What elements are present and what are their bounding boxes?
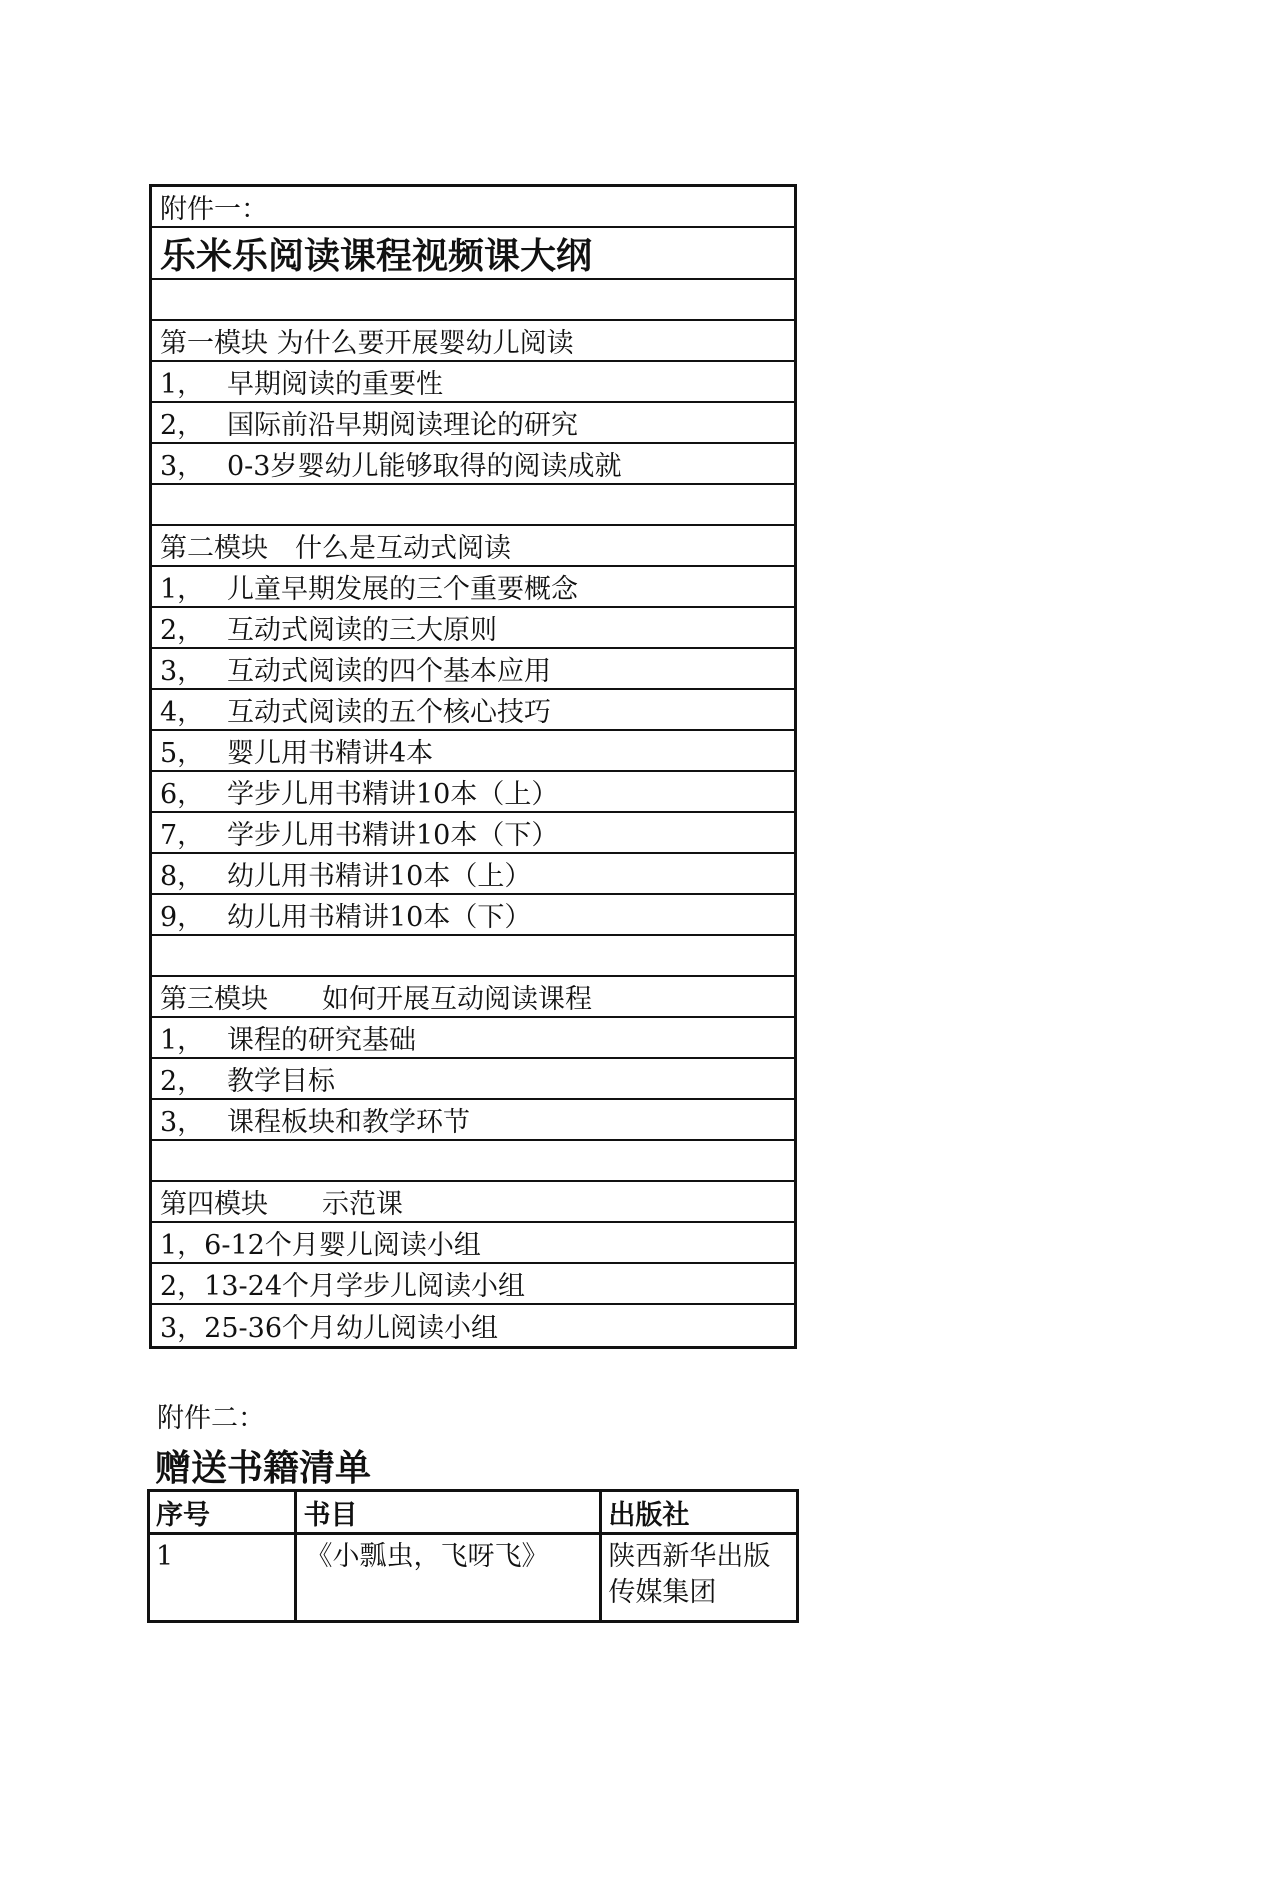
outline-item-row (152, 1059, 794, 1100)
item-number: 3， (160, 451, 205, 482)
item-number: 1， (160, 1025, 205, 1056)
attachment2-title: 赠送书籍清单 (155, 1448, 372, 1489)
module-heading-row (152, 977, 794, 1018)
item-text: 课程的研究基础 (227, 1025, 416, 1056)
item-number: 5， (160, 738, 205, 769)
module-heading: 第四模块 示范课 (160, 1189, 403, 1220)
item-number: 4， (160, 697, 205, 728)
blank-row (152, 485, 794, 526)
item-text: 学步儿用书精讲10本（下） (227, 820, 559, 851)
table-header-row (149, 1491, 798, 1534)
outline-item-row (152, 444, 794, 485)
blank-row (152, 1141, 794, 1182)
blank-row (152, 936, 794, 977)
outline-item-row (152, 362, 794, 403)
item-number: 2， (160, 1066, 205, 1097)
item-text: 学步儿用书精讲10本（上） (227, 779, 559, 810)
book-title-text: 《小瓢虫，飞呀飞》 (305, 1541, 549, 1572)
item-text: 早期阅读的重要性 (227, 369, 443, 400)
outline-item-row (152, 1305, 794, 1346)
publisher-line: 陕西新华出版 (608, 1541, 771, 1572)
publisher-line: 传媒集团 (608, 1577, 717, 1608)
outline-item-row (152, 567, 794, 608)
item-number: 7， (160, 820, 205, 851)
course-outline-table (149, 184, 797, 1349)
item-text: 幼儿用书精讲10本（上） (227, 861, 532, 892)
item-text: 课程板块和教学环节 (227, 1107, 470, 1138)
outline-item-row (152, 1264, 794, 1305)
item-text: 儿童早期发展的三个重要概念 (227, 574, 578, 605)
item-text: 互动式阅读的四个基本应用 (227, 656, 551, 687)
attachment1-label-row (152, 187, 794, 228)
attachment1-label: 附件一： (160, 194, 268, 225)
item-text: 0-3岁婴幼儿能够取得的阅读成就 (227, 451, 622, 482)
item-text: 幼儿用书精讲10本（下） (227, 902, 532, 933)
attachment1-title-row (152, 228, 794, 280)
attachment1-title: 乐米乐阅读课程视频课大纲 (160, 235, 593, 277)
item-text: 婴儿用书精讲4本 (227, 738, 434, 769)
outline-item-row (152, 403, 794, 444)
item-number: 2， (160, 615, 205, 646)
header-book-title: 书目 (296, 1491, 601, 1534)
attachment2-label: 附件二： (157, 1403, 265, 1434)
module-heading-row (152, 526, 794, 567)
item-text: 3，25-36个月幼儿阅读小组 (160, 1313, 499, 1344)
module-heading: 第三模块 如何开展互动阅读课程 (160, 984, 592, 1015)
outline-item-row (152, 1223, 794, 1264)
gift-book-table (147, 1489, 799, 1623)
item-number: 9， (160, 902, 205, 933)
cell-publisher (601, 1534, 798, 1622)
outline-item-row (152, 813, 794, 854)
header-publisher: 出版社 (601, 1491, 798, 1534)
table-row (149, 1534, 798, 1622)
cell-serial-number: 1 (149, 1534, 296, 1622)
outline-item-row (152, 854, 794, 895)
outline-item-row (152, 1100, 794, 1141)
item-text: 国际前沿早期阅读理论的研究 (227, 410, 578, 441)
outline-item-row (152, 895, 794, 936)
item-number: 6， (160, 779, 205, 810)
item-text: 教学目标 (227, 1066, 335, 1097)
item-number: 3， (160, 656, 205, 687)
module-heading: 第二模块 什么是互动式阅读 (160, 533, 511, 564)
item-text: 互动式阅读的五个核心技巧 (227, 697, 551, 728)
item-number: 2， (160, 410, 205, 441)
item-text: 互动式阅读的三大原则 (227, 615, 497, 646)
module-heading-row (152, 1182, 794, 1223)
item-number: 3， (160, 1107, 205, 1138)
item-number: 1， (160, 369, 205, 400)
outline-item-row (152, 608, 794, 649)
outline-item-row (152, 772, 794, 813)
item-text: 2，13-24个月学步儿阅读小组 (160, 1271, 526, 1302)
outline-item-row (152, 1018, 794, 1059)
item-number: 8， (160, 861, 205, 892)
outline-item-row (152, 731, 794, 772)
item-number: 1， (160, 574, 205, 605)
module-heading: 第一模块 为什么要开展婴幼儿阅读 (160, 328, 574, 359)
module-heading-row (152, 321, 794, 362)
header-serial-number: 序号 (149, 1491, 296, 1534)
item-text: 1，6-12个月婴儿阅读小组 (160, 1230, 481, 1261)
outline-item-row (152, 690, 794, 731)
outline-item-row (152, 649, 794, 690)
blank-row (152, 280, 794, 321)
cell-book-title (296, 1534, 601, 1622)
